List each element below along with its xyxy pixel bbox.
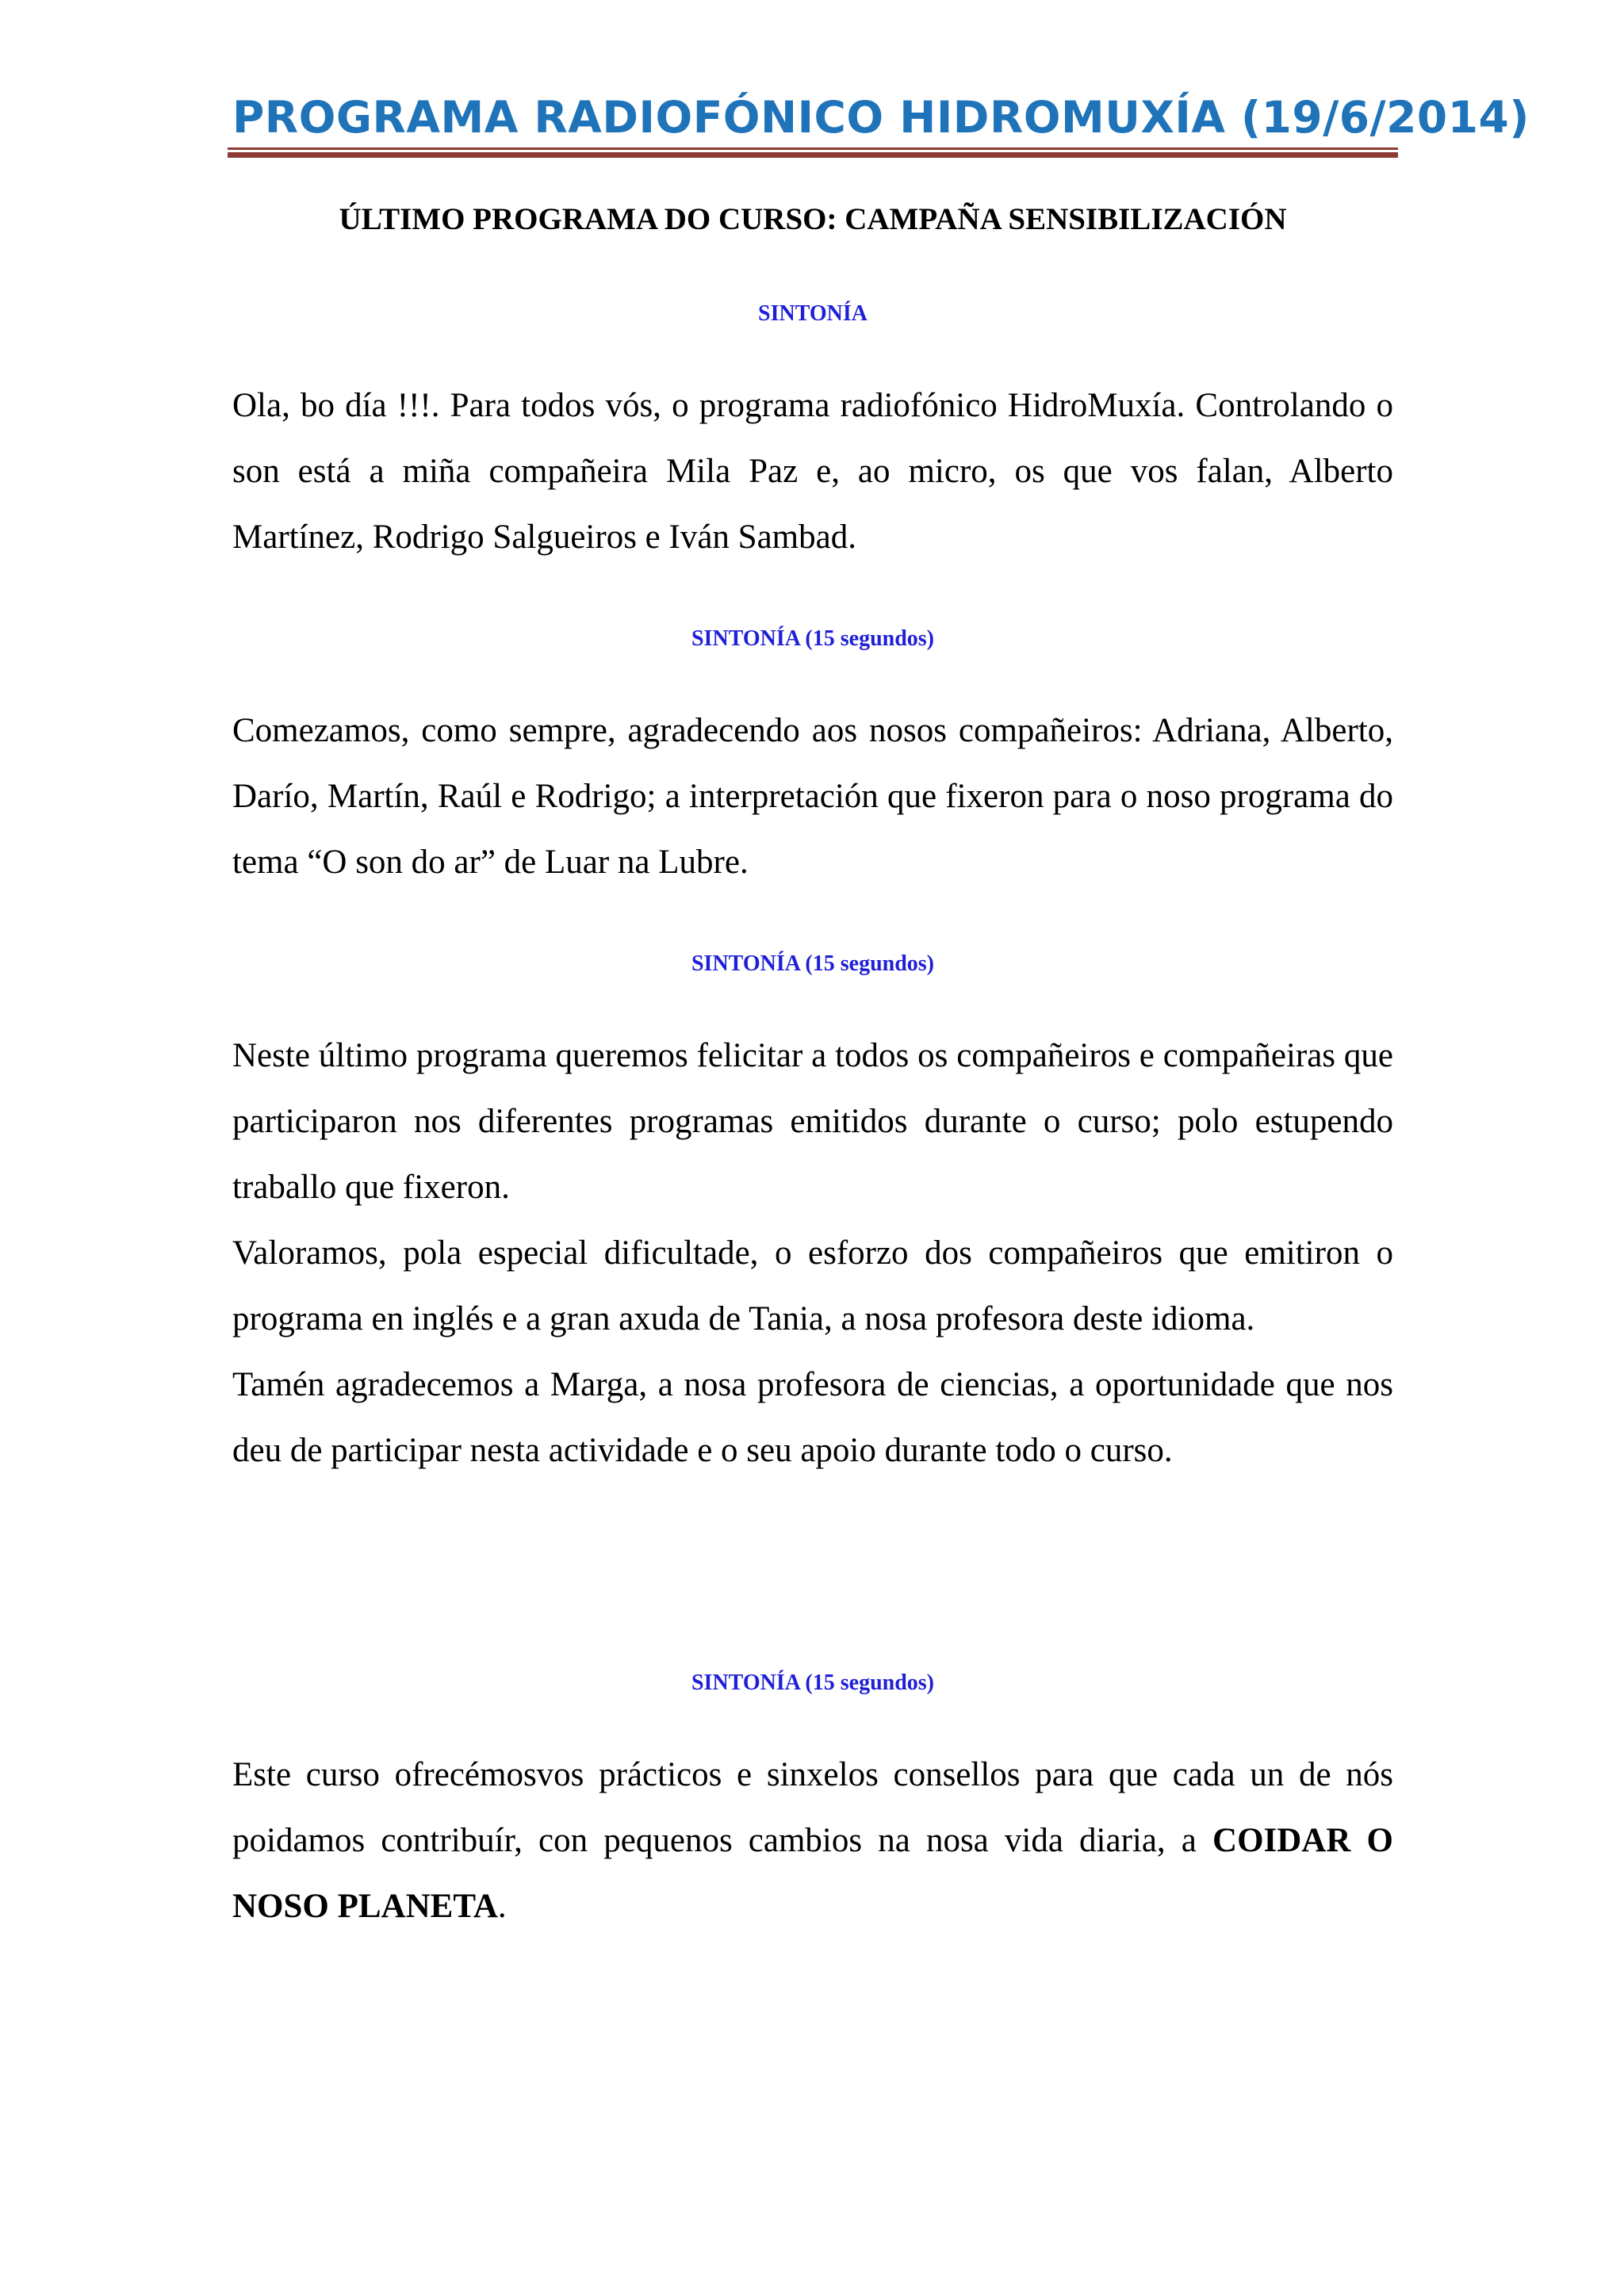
document-page bbox=[232, 0, 1530, 2296]
cue-sintonia-4: SINTONÍA (15 segundos) bbox=[691, 1670, 935, 1695]
cue-sintonia-3: SINTONÍA (15 segundos) bbox=[691, 951, 935, 976]
paragraph-intro bbox=[232, 373, 1393, 570]
intro-text: Ola, bo día !!!. Para todos vós, o programa radiofónico HidroMuxía. Controlando o son está a miña compañeira Mila Paz e, ao micro, os que vos falan, Alberto Martínez, Rodrigo Salgueiros e Iván Sambad. bbox=[232, 387, 1393, 556]
english-effort-text: Valoramos, pola especial dificultade, o esforzo dos compañeiros que emitiron o programa en inglés e a gran axuda de Tania, a nosa profesora deste idioma. bbox=[232, 1234, 1393, 1337]
marga-thanks-text: Tamén agradecemos a Marga, a nosa profesora de ciencias, a oportunidade que nos deu de participar nesta actividade e o seu apoio durante todo o curso. bbox=[232, 1366, 1393, 1469]
congrats-text: Neste último programa queremos felicitar a todos os compañeiros e compañeiras que participaron nos diferentes programas emitidos durante o curso; polo estupendo traballo que fixeron. bbox=[232, 1037, 1393, 1206]
cue-sintonia-2: SINTONÍA (15 segundos) bbox=[691, 626, 935, 651]
paragraph-music-thanks bbox=[232, 698, 1393, 895]
closing-text bbox=[232, 1742, 1393, 1939]
paragraph-acknowledgements bbox=[232, 1023, 1393, 1483]
closing-emphasis: COIDAR O NOSO PLANETA bbox=[232, 1822, 1393, 1925]
closing-period: . bbox=[497, 1888, 507, 1925]
closing-body: Este curso ofrecémosvos prácticos e sinxelos consellos para que cada un de nós poidamos contribuír, con pequenos cambios na nosa vida diaria, a bbox=[232, 1756, 1393, 1859]
document-subtitle: ÚLTIMO PROGRAMA DO CURSO: CAMPAÑA SENSIBILIZACIÓN bbox=[339, 202, 1287, 236]
cue-sintonia-1: SINTONÍA bbox=[758, 301, 868, 326]
title-underline-thin bbox=[228, 147, 1398, 150]
music-thanks-text: Comezamos, como sempre, agradecendo aos nosos compañeiros: Adriana, Alberto, Darío, Martín, Raúl e Rodrigo; a interpretación que fixeron para o noso programa do tema “O son do ar” de Luar na Lubre. bbox=[232, 712, 1393, 881]
document-title: PROGRAMA RADIOFÓNICO HIDROMUXÍA (19/6/2014) bbox=[232, 92, 1530, 143]
paragraph-closing bbox=[232, 1742, 1393, 1939]
title-underline-thick bbox=[228, 152, 1398, 158]
